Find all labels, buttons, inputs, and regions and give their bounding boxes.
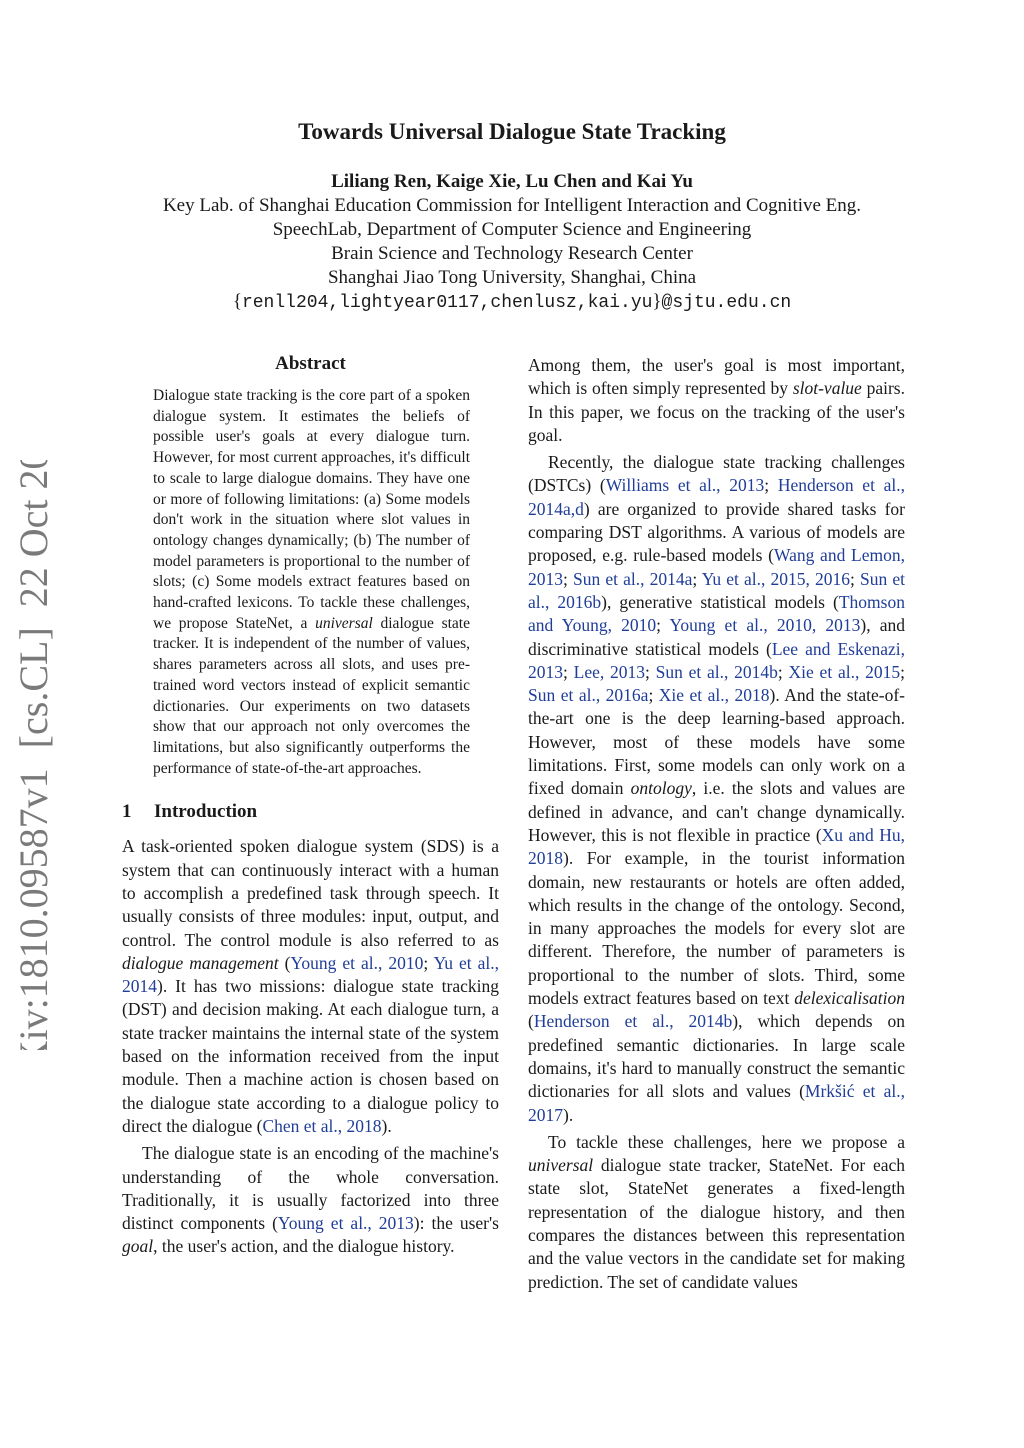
citation-link[interactable]: Lee and Eskenazi, 2013 (528, 638, 905, 682)
body-paragraph: Among them, the user's goal is most important, which is often simply represented by slot-value pairs. In this paper, we focus on the tracking of the user's goal. (528, 355, 905, 445)
citation-link[interactable]: Henderson et al., 2014b (533, 1011, 733, 1032)
citation-link[interactable]: Lee, 2013 (573, 661, 645, 682)
abstract-heading: Abstract (275, 353, 346, 374)
citation-link[interactable]: Young et al., 2013 (277, 1213, 414, 1234)
intro-paragraph: The dialogue state is an encoding of the machine's understanding of the whole conversation. Traditionally, it is usually factorized into three distinct components (Young et al., 2013): the user's goal, the user's action, and the dialogue history. (122, 1143, 499, 1257)
section-heading-introduction (122, 799, 499, 825)
email-usernames: renll204,lightyear0117,chenlusz,kai.yu (241, 293, 653, 313)
citation-link[interactable]: Xie et al., 2018 (658, 685, 770, 706)
citation-link[interactable]: Henderson et al., 2014a,d (528, 475, 906, 519)
author-list: Liliang Ren, Kaige Xie, Lu Chen and Kai Yu (331, 171, 693, 192)
citation-link[interactable]: Young et al., 2010, 2013 (669, 615, 861, 636)
arxiv-stamp-text: arXiv:1810.09587v1 [cs.CL] 22 Oct 2018 (11, 460, 57, 1050)
citation-link[interactable]: Sun et al., 2014b (655, 661, 778, 682)
citation-link[interactable]: Xie et al., 2015 (788, 661, 901, 682)
body-paragraph: To tackle these challenges, here we propose a universal dialogue state tracker, StateNet. For each state slot, StateNet generates a fixed-length representation of the dialogue history, and then compares the distances between this representation and the value vectors in the candidate set for making prediction. The set of candidate values (528, 1131, 905, 1292)
arxiv-stamp (8, 460, 68, 1050)
affiliation-line: Shanghai Jiao Tong University, Shanghai, China (327, 267, 697, 288)
body-paragraph: Recently, the dialogue state tracking challenges (DSTCs) (Williams et al., 2013; Henderson et al., 2014a,d) are organized to provide shared tasks for comparing DST algorithms. A various of models are proposed, e.g. rule-based models (Wang and Lemon, 2013; Sun et al., 2014a; Yu et al., 2015, 2016; Sun et al., 2016b), generative statistical models (Thomson and Young, 2010; Young et al., 2010, 2013), and discriminative statistical models (Lee and Eskenazi, 2013; Lee, 2013; Sun et al., 2014b; Xie et al., 2015; Sun et al., 2016a; Xie et al., 2018). And the state-of-the-art one is the deep learning-based approach. However, most of these models have some limitations. First, some models can only work on a fixed domain ontology, i.e. the slots and values are defined in advance, and can't change dynamically. However, this is not flexible in practice (Xu and Hu, 2018). For example, in the tourist information domain, new restaurants or hotels are often added, which results in the change of the ontology. Second, in many approaches the models for every slot are different. Therefore, the number of parameters is proportional to the number of slots. Third, some models extract features based on text delexicalisation (Henderson et al., 2014b), which depends on predefined semantic dictionaries. In large scale domains, it's hard to manually construct the semantic dictionaries for all slots and values (Mrkšić et al., 2017). (528, 452, 906, 1125)
citation-link[interactable]: Mrkšić et al., 2017 (528, 1081, 906, 1125)
email-brace-open: { (232, 291, 242, 312)
abstract-text: Dialogue state tracking is the core part of a spoken dialogue system. It estimates the beliefs of possible user's goals at every dialogue turn. However, for most current approaches, it's difficult to scale to large dialogue domains. They have one or more of following limitations: (a) Some models don't work in the situation where slot values in ontology changes dynamically; (b) The number of model parameters is proportional to the number of slots; (c) Some models extract features based on hand-crafted lexicons. To tackle these challenges, we propose StateNet, a universal dialogue state tracker. It is independent of the number of values, shares parameters across all slots, and uses pre-trained word vectors instead of explicit semantic dictionaries. Our experiments on two datasets show that our approach not only overcomes the limitations, but also significantly outperforms the performance of state-of-the-art approaches. (153, 387, 470, 777)
citation-link[interactable]: Young et al., 2010 (290, 952, 424, 973)
affiliation-line: Key Lab. of Shanghai Education Commission for Intelligent Interaction and Cognitive Eng. (162, 195, 862, 216)
email-domain: @sjtu.edu.cn (661, 293, 792, 313)
citation-link[interactable]: Thomson and Young, 2010 (528, 591, 905, 636)
citation-link[interactable]: Sun et al., 2016a (528, 685, 649, 706)
citation-link[interactable]: Sun et al., 2016b (528, 568, 905, 612)
citation-link[interactable]: Yu et al., 2015, 2016 (701, 568, 851, 589)
citation-link[interactable]: Chen et al., 2018 (262, 1115, 382, 1136)
email-brace-close: } (652, 291, 662, 312)
citation-link[interactable]: Williams et al., 2013 (605, 475, 765, 496)
affiliation-line: SpeechLab, Department of Computer Science and Engineering (272, 219, 752, 240)
citation-link[interactable]: Wang and Lemon, 2013 (528, 545, 905, 589)
citation-link[interactable]: Xu and Hu, 2018 (528, 824, 906, 869)
intro-paragraph: A task-oriented spoken dialogue system (SDS) is a system that can continuously interact with a human to accomplish a predefined task through speech. It usually consists of three modules: input, output, and control. The control module is also referred to as dialogue management (Young et al., 2010; Yu et al., 2014). It has two missions: dialogue state tracking (DST) and decision making. At each dialogue turn, a state tracker maintains the internal state of the system based on the information received from the input module. Then a machine action is chosen based on the dialogue state according to a dialogue policy to direct the dialogue (Chen et al., 2018). (122, 836, 499, 1136)
left-column (122, 350, 499, 1259)
affiliation-line: Brain Science and Technology Research Center (331, 243, 693, 264)
author-emails (0, 290, 1024, 315)
citation-link[interactable]: Sun et al., 2014a (572, 568, 693, 589)
paper-title: Towards Universal Dialogue State Tracking (298, 119, 726, 144)
right-column (528, 354, 905, 1294)
section-number: 1 (122, 801, 132, 823)
citation-link[interactable]: Yu et al., 2014 (122, 952, 499, 997)
section-title: Introduction (154, 801, 258, 823)
